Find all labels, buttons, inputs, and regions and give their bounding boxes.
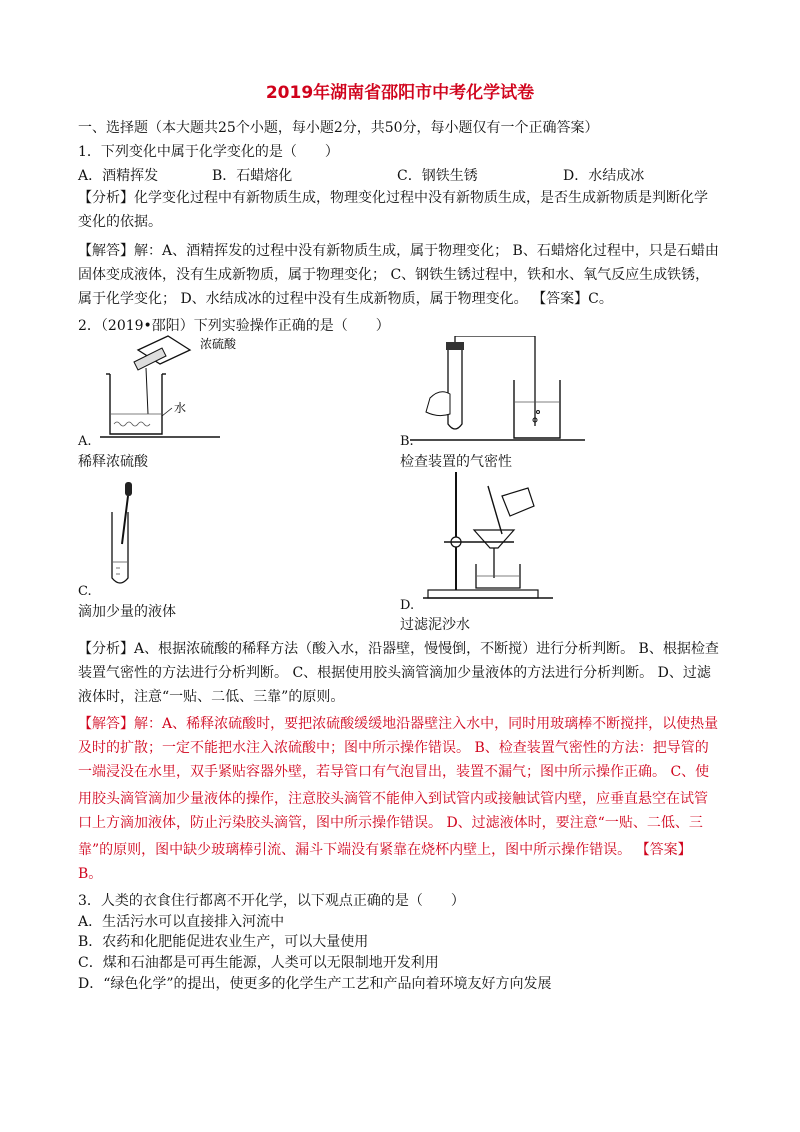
figure-a-dilute-acid bbox=[90, 332, 320, 442]
figure-c-letter: C. bbox=[78, 584, 92, 599]
q2-answer-line-5: 口上方滴加液体，防止污染胶头滴管，图中所示操作错误。 D、过滤液体时，要注意“一贴、二低、三 bbox=[78, 815, 703, 831]
q3-option-a: A．生活污水可以直接排入河流中 bbox=[78, 914, 285, 930]
q1-analysis-line-1: 【分析】化学变化过程中有新物质生成，物理变化过程中没有新物质生成，是否生成新物质是判断化学 bbox=[78, 190, 708, 206]
q1-answer-line-2: 固体变成液体，没有生成新物质，属于物理变化； C、钢铁生锈过程中，铁和水、氧气反应生成铁锈， bbox=[78, 267, 710, 283]
q1-option-d: D．水结成冰 bbox=[563, 168, 645, 184]
q2-answer-line-4: 用胶头滴管滴加少量液体的操作，注意胶头滴管不能伸入到试管内或接触试管内壁，应垂直悬空在试管 bbox=[78, 791, 708, 807]
q1-option-a: A．酒精挥发 bbox=[78, 168, 159, 184]
q1-analysis-line-2: 变化的依据。 bbox=[78, 214, 162, 230]
figure-c-dropper bbox=[100, 482, 160, 588]
exam-title: 2019年湖南省邵阳市中考化学试卷 bbox=[265, 83, 535, 103]
figure-d-caption: 过滤泥沙水 bbox=[400, 617, 470, 633]
q1-option-b: B．石蜡熔化 bbox=[212, 168, 293, 184]
figure-d-filtration bbox=[418, 472, 558, 602]
q2-stem: 2．（2019•邵阳）下列实验操作正确的是（ ） bbox=[78, 318, 390, 334]
figure-d-letter: D. bbox=[400, 598, 415, 613]
q2-answer-line-6: 靠”的原则，图中缺少玻璃棒引流、漏斗下端没有紧靠在烧杯内壁上，图中所示操作错误。 【答案】 bbox=[78, 842, 692, 858]
q1-answer-line-1: 【解答】解：A、酒精挥发的过程中没有新物质生成，属于物理变化； B、石蜡熔化过程中，只是石蜡由 bbox=[78, 243, 719, 259]
figure-a-caption: 稀释浓硫酸 bbox=[78, 454, 148, 470]
figure-a-drawing bbox=[90, 332, 320, 442]
figure-a-acid-label: 浓硫酸 bbox=[200, 337, 237, 351]
q3-option-b: B．农药和化肥能促进农业生产，可以大量使用 bbox=[78, 934, 369, 950]
q2-analysis-line-2: 装置气密性的方法进行分析判断。 C、根据使用胶头滴管滴加少量液体的方法进行分析判断。 D、过滤 bbox=[78, 665, 711, 681]
q2-analysis-line-1: 【分析】A、根据浓硫酸的稀释方法（酸入水，沿器壁，慢慢倒，不断搅）进行分析判断。 B、根据检查 bbox=[78, 641, 719, 657]
figure-d-drawing bbox=[418, 472, 558, 602]
figure-a-water-label: 水 bbox=[174, 401, 187, 415]
figure-a-letter: A. bbox=[78, 434, 92, 449]
figure-c-drawing bbox=[100, 482, 160, 588]
q1-option-c: C．钢铁生锈 bbox=[397, 168, 478, 184]
q2-answer-line-3: 一端浸没在水里，双手紧贴容器外壁，若导管口有气泡冒出，装置不漏气；图中所示操作正确。 C、使 bbox=[78, 764, 710, 780]
q2-analysis-line-3: 液体时，注意“一贴、二低、三靠”的原则。 bbox=[78, 689, 345, 705]
q1-stem: 1．下列变化中属于化学变化的是（ ） bbox=[78, 144, 339, 160]
figure-b-letter: B. bbox=[400, 434, 414, 449]
q2-answer-line-7: B。 bbox=[78, 866, 103, 882]
q1-answer-line-3: 属于化学变化； D、水结成冰的过程中没有生成新物质，属于物理变化。 【答案】C。 bbox=[78, 291, 613, 307]
section-heading: 一、选择题（本大题共25个小题，每小题2分，共50分，每小题仅有一个正确答案） bbox=[78, 120, 599, 136]
figure-c-caption: 滴加少量的液体 bbox=[78, 604, 176, 620]
figure-b-airtightness bbox=[410, 336, 590, 444]
figure-b-caption: 检查装置的气密性 bbox=[400, 454, 512, 470]
q2-answer-line-1: 【解答】解：A、稀释浓硫酸时，要把浓硫酸缓缓地沿器壁注入水中，同时用玻璃棒不断搅拌，以使热量 bbox=[78, 716, 719, 732]
q2-answer-line-2: 及时的扩散；一定不能把水注入浓硫酸中；图中所示操作错误。 B、检查装置气密性的方法：把导管的 bbox=[78, 740, 709, 756]
q3-option-d: D．“绿色化学”的提出，使更多的化学生产工艺和产品向着环境友好方向发展 bbox=[78, 976, 552, 992]
q3-stem: 3．人类的衣食住行都离不开化学，以下观点正确的是（ ） bbox=[78, 893, 465, 909]
figure-b-drawing bbox=[410, 336, 590, 444]
q3-option-c: C．煤和石油都是可再生能源，人类可以无限制地开发利用 bbox=[78, 955, 439, 971]
